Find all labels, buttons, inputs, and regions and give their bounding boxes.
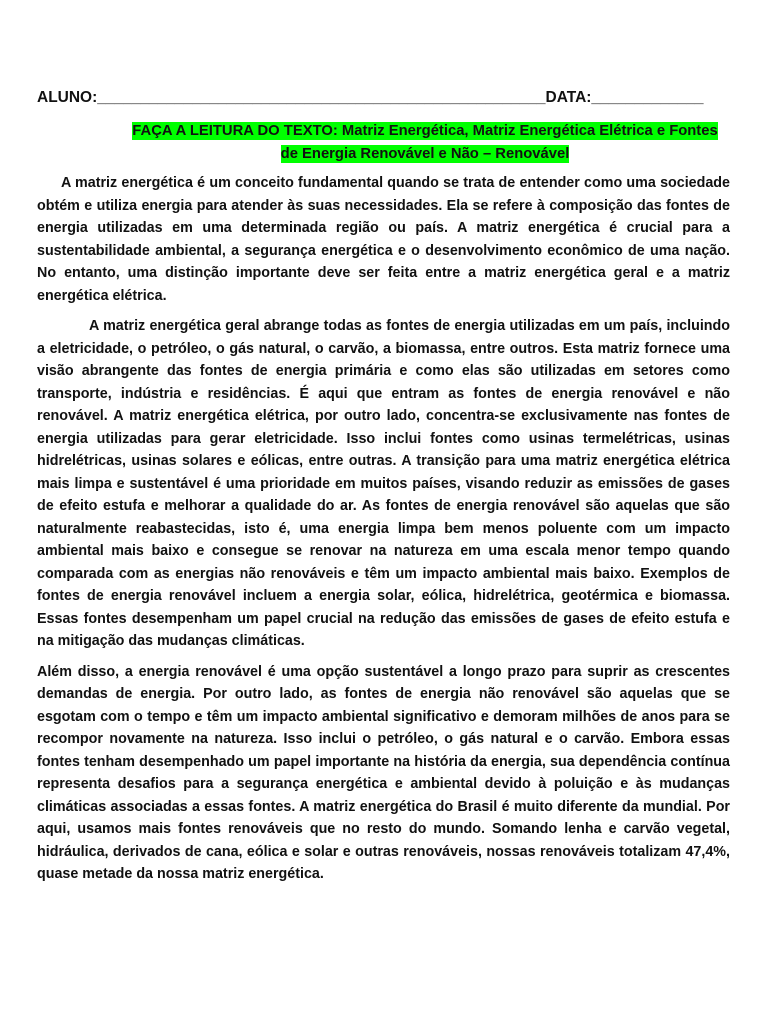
paragraph-nonrenewable-brazil: Além disso, a energia renovável é uma opção sustentável a longo prazo para suprir as crescentes demandas de energia. Por outro lado, as fontes de energia não renovável são aquelas que se esgotam com o tempo e têm um impacto ambiental significativo e demoram milhões de anos para se recompor novamente na natureza. Isso inclui o petróleo, o gás natural e o carvão. Embora essas fontes tenham desempenhado um papel importante na história da energia, sua dependência contínua representa desafios para a segurança energética e ambiental devido à poluição e às mudanças climáticas associadas a essas fontes. A matriz energética do Brasil é muito diferente da mundial. Por aqui, usamos mais fontes renováveis que no resto do mundo. Somando lenha e carvão vegetal, hidráulica, derivados de cana, eólica e solar e outras renováveis, nossas renováveis totalizam 47,4%, quase metade da nossa matriz energética. bbox=[37, 663, 730, 882]
student-date-line: ALUNO:____________________________________________________DATA:_____________ bbox=[37, 89, 704, 106]
title-line-2: de Energia Renovável e Não – Renovável bbox=[280, 146, 570, 162]
title-line-1: FAÇA A LEITURA DO TEXTO: Matriz Energética, Matriz Energética Elétrica e Fontes bbox=[132, 123, 718, 139]
article-body bbox=[37, 172, 730, 894]
paragraph-matrix-types: A matriz energética geral abrange todas as fontes de energia utilizadas em um país, incluindo a eletricidade, o petróleo, o gás natural, o carvão, a biomassa, entre outros. Esta matriz fornece uma visão abrangente das fontes de energia primária e como elas são utilizadas em setores como transporte, indústria e residências. É aqui que entram as fontes de energia renovável e não renovável. A matriz energética elétrica, por outro lado, concentra-se exclusivamente nas fontes de energia utilizadas para gerar eletricidade. Isso inclui fontes como usinas termelétricas, usinas hidrelétricas, usinas solares e eólicas, entre outras. A transição para uma matriz energética elétrica mais limpa e sustentável é uma prioridade em muitos países, visando reduzir as emissões de gases de efeito estufa e melhorar a qualidade do ar. As fontes de energia renovável são aquelas que são naturalmente reabastecidas, isto é, uma energia limpa bem menos poluente com um impacto ambiental mais baixo e consegue se renovar na natureza em uma escala menor tempo quando comparada com as energias não renováveis e têm um impacto ambiental mais baixo. Exemplos de fontes de energia renovável incluem a energia solar, eólica, hidrelétrica, geotérmica e biomassa. Essas fontes desempenham um papel crucial na redução das emissões de gases de efeito estufa e na mitigação das mudanças climáticas. bbox=[37, 318, 730, 649]
title-highlight bbox=[132, 122, 717, 163]
paragraph-intro: A matriz energética é um conceito fundamental quando se trata de entender como uma sociedade obtém e utiliza energia para atender às suas necessidades. Ela se refere à composição das fontes de energia utilizadas em uma determinada região ou país. A matriz energética é crucial para a sustentabilidade ambiental, a segurança energética e o desenvolvimento econômico de uma nação. No entanto, uma distinção importante deve ser feita entre a matriz energética geral e a matriz energética elétrica. bbox=[37, 175, 730, 304]
reading-instruction-title bbox=[115, 120, 735, 166]
